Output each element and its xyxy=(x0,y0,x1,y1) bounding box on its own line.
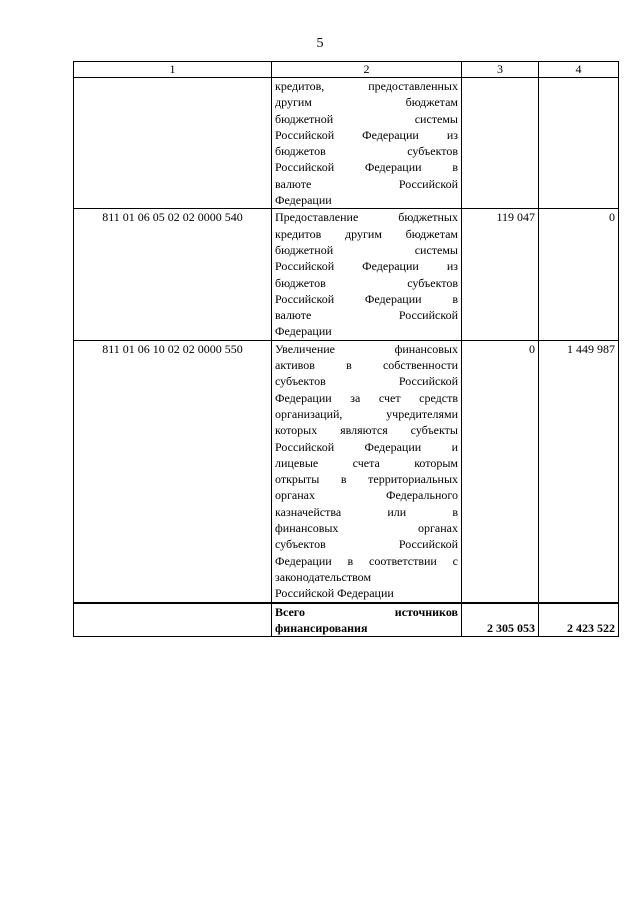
name-line: Предоставление бюджетных xyxy=(275,210,458,225)
value-col-3: 0 xyxy=(462,340,539,602)
name-line: Увеличение финансовых xyxy=(275,341,458,356)
name-line: Федерации за счет средств xyxy=(275,390,458,405)
name-line: организаций, учредителями xyxy=(275,406,458,421)
page-number: 5 xyxy=(316,36,324,51)
value-col-4: 1 449 987 xyxy=(539,340,619,602)
code-cell: 811 01 06 10 02 02 0000 550 xyxy=(74,340,272,602)
name-line: Российской Федерации и xyxy=(275,439,458,454)
name-line: Федерации xyxy=(275,193,332,208)
header-row xyxy=(74,62,619,78)
name-cell xyxy=(272,78,462,209)
name-line: Российской Федерации в xyxy=(275,291,458,306)
name-line: валюте Российской xyxy=(275,308,458,323)
name-line: Всего источников xyxy=(275,604,458,619)
name-line: субъектов Российской xyxy=(275,374,458,389)
name-line: другим бюджетам xyxy=(275,95,458,110)
header-col-4: 4 xyxy=(539,62,619,78)
table-row xyxy=(74,209,619,340)
name-line: открыты в территориальных xyxy=(275,472,458,487)
name-line: органах Федерального xyxy=(275,488,458,503)
name-line: Российской Федерации в xyxy=(275,160,458,175)
name-line: Российской Федерации xyxy=(275,586,394,601)
table-row xyxy=(74,78,619,209)
name-line: Российской Федерации из xyxy=(275,259,458,274)
name-cell xyxy=(272,340,462,602)
name-line: активов в собственности xyxy=(275,358,458,373)
name-line: казначейства или в xyxy=(275,504,458,519)
name-cell xyxy=(272,603,462,637)
name-cell xyxy=(272,209,462,340)
name-line: Российской Федерации из xyxy=(275,127,458,142)
name-line: субъектов Российской xyxy=(275,537,458,552)
name-line: бюджетов субъектов xyxy=(275,144,458,159)
sources-table xyxy=(73,61,619,637)
name-line: бюджетной системы xyxy=(275,242,458,257)
code-cell xyxy=(74,603,272,637)
name-line: Федерации xyxy=(275,324,332,339)
value-col-3: 2 305 053 xyxy=(462,603,539,637)
name-line: лицевые счета которым xyxy=(275,455,458,470)
value-col-4: 2 423 522 xyxy=(539,603,619,637)
name-line: валюте Российской xyxy=(275,176,458,191)
code-cell: 811 01 06 05 02 02 0000 540 xyxy=(74,209,272,340)
header-col-1: 1 xyxy=(74,62,272,78)
value-col-3 xyxy=(462,78,539,209)
code-cell xyxy=(74,78,272,209)
value-col-3: 119 047 xyxy=(462,209,539,340)
total-row xyxy=(74,603,619,637)
value-col-4 xyxy=(539,78,619,209)
name-line: кредитов, предоставленных xyxy=(275,79,458,93)
name-line: кредитов другим бюджетам xyxy=(275,226,458,241)
header-col-2: 2 xyxy=(272,62,462,78)
value-col-4: 0 xyxy=(539,209,619,340)
name-line: Федерации в соответствии с xyxy=(275,553,458,568)
table-row xyxy=(74,340,619,602)
table-body xyxy=(74,78,619,637)
name-line: которых являются субъекты xyxy=(275,423,458,438)
name-line: бюджетной системы xyxy=(275,111,458,126)
header-col-3: 3 xyxy=(462,62,539,78)
name-line: законодательством xyxy=(275,569,372,584)
name-line: финансирования xyxy=(275,620,368,635)
name-line: бюджетов субъектов xyxy=(275,275,458,290)
name-line: финансовых органах xyxy=(275,521,458,536)
